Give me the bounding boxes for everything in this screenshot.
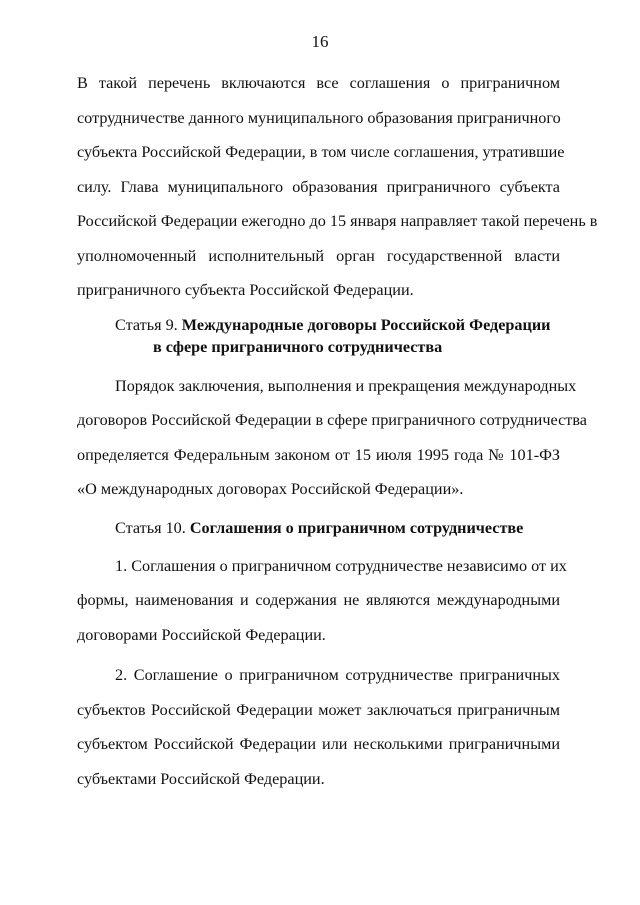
article-10-heading	[77, 513, 560, 543]
article-number: Статья 9.	[115, 315, 178, 334]
paragraph-article-10-item-1	[77, 549, 567, 653]
article-number: Статья 10.	[115, 518, 186, 537]
page-number: 16	[311, 32, 329, 51]
text-line: субъектов Российской Федерации может заключаться приграничным	[77, 700, 560, 719]
text-line: Порядок заключения, выполнения и прекращения международных	[115, 376, 577, 395]
text-line: приграничного субъекта Российской Федерации.	[77, 281, 414, 299]
article-title: Международные договоры Российской Федерации	[181, 315, 551, 334]
document-body	[77, 66, 598, 796]
text-line: определяется Федеральным законом от 15 июля 1995 года № 101-ФЗ	[77, 445, 560, 464]
article-title: Соглашения о приграничном сотрудничестве	[189, 518, 524, 537]
paragraph-article-10-item-2	[77, 658, 560, 796]
text-line: уполномоченный исполнительный орган государственной власти	[77, 246, 560, 265]
paragraph-list-agreements	[77, 66, 598, 308]
paragraph-article-9	[77, 369, 587, 507]
text-line: 2. Соглашение о приграничном сотрудничестве приграничных	[115, 666, 560, 684]
text-line: субъектом Российской Федерации или несколькими приграничными	[77, 735, 560, 753]
text-line: В такой перечень включаются все соглашения о приграничном	[77, 74, 560, 92]
text-line: договорами Российской Федерации.	[77, 625, 326, 644]
text-line: формы, наименования и содержания не являются международными	[77, 591, 560, 609]
text-line: 1. Соглашения о приграничном сотрудничестве независимо от их	[115, 556, 567, 575]
text-line: «О международных договорах Российской Федерации».	[77, 480, 464, 498]
text-line: сотрудничестве данного муниципального образования приграничного	[77, 108, 561, 127]
article-9-heading	[77, 314, 560, 358]
text-line: субъектами Российской Федерации.	[77, 769, 325, 788]
article-title-continuation: в сфере приграничного сотрудничества	[153, 337, 443, 356]
text-line: Российской Федерации ежегодно до 15 января направляет такой перечень в	[77, 212, 598, 230]
text-line: субъекта Российской Федерации, в том числе соглашения, утратившие	[77, 143, 565, 161]
text-line: силу. Глава муниципального образования приграничного субъекта	[77, 177, 560, 196]
text-line: договоров Российской Федерации в сфере приграничного сотрудничества	[77, 411, 587, 429]
